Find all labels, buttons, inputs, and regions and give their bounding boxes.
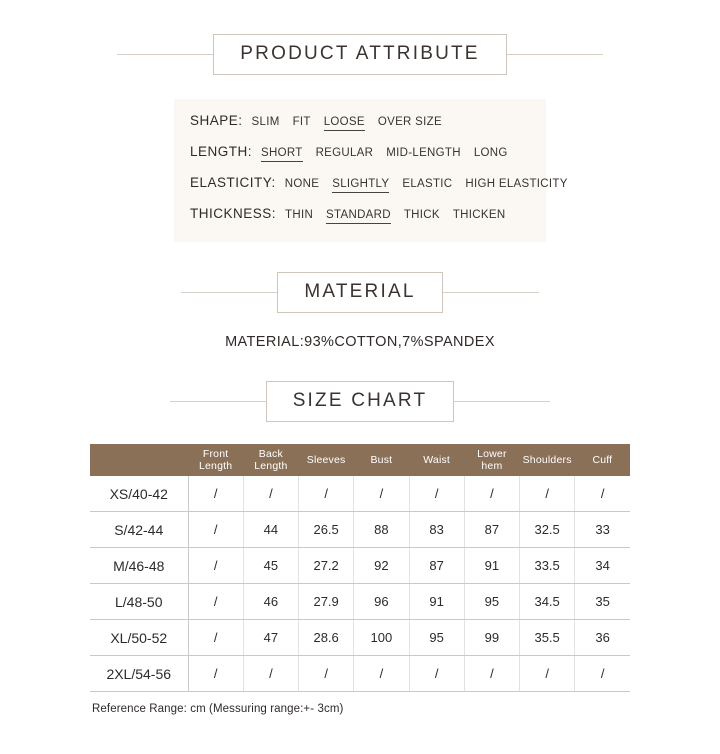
cell-shoulders: 32.5 <box>520 512 575 548</box>
size-label: 2XL/54-56 <box>90 656 188 692</box>
column-header-cuff: Cuff <box>575 444 630 476</box>
cell-front-length: / <box>188 656 243 692</box>
cell-bust: / <box>354 476 409 512</box>
attribute-row-shape <box>190 113 530 131</box>
cell-bust: 100 <box>354 620 409 656</box>
attribute-option-mid-length[interactable]: MID-LENGTH <box>386 147 461 159</box>
attribute-row-elasticity <box>190 175 568 193</box>
material-section-header <box>0 272 720 313</box>
column-header-size <box>90 444 188 476</box>
product-attribute-title-box <box>213 34 506 75</box>
attribute-option-none[interactable]: NONE <box>284 178 320 190</box>
attribute-option-fit[interactable]: FIT <box>292 116 311 128</box>
cell-shoulders: / <box>520 476 575 512</box>
cell-front-length: / <box>188 548 243 584</box>
size-label: M/46-48 <box>90 548 188 584</box>
attribute-option-standard[interactable]: STANDARD <box>326 209 391 224</box>
cell-sleeves: 27.2 <box>299 548 354 584</box>
attribute-option-slightly[interactable]: SLIGHTLY <box>332 178 389 193</box>
attribute-option-long[interactable]: LONG <box>473 147 508 159</box>
table-row <box>90 548 630 584</box>
size-chart-head-row <box>90 444 630 476</box>
size-label: XS/40-42 <box>90 476 188 512</box>
column-header-bust: Bust <box>354 444 409 476</box>
cell-cuff: / <box>575 656 630 692</box>
cell-bust: 96 <box>354 584 409 620</box>
attribute-row-thickness <box>190 206 530 224</box>
column-header-back-length: Back Length <box>243 444 298 476</box>
product-attribute-section-header <box>0 34 720 75</box>
header-rule-left <box>170 401 270 402</box>
cell-sleeves: / <box>299 656 354 692</box>
cell-sleeves: 28.6 <box>299 620 354 656</box>
header-rule-right <box>439 292 539 293</box>
cell-back-length: 47 <box>243 620 298 656</box>
column-header-waist: Waist <box>409 444 464 476</box>
cell-waist: 83 <box>409 512 464 548</box>
table-row <box>90 512 630 548</box>
header-rule-right <box>503 54 603 55</box>
cell-sleeves: 27.9 <box>299 584 354 620</box>
size-chart-section-header <box>0 381 720 422</box>
attribute-option-thick[interactable]: THICK <box>403 209 440 221</box>
attribute-panel <box>174 99 568 242</box>
reference-range-note: Reference Range: cm (Messuring range:+- 3cm) <box>92 703 344 715</box>
header-rule-left <box>117 54 217 55</box>
size-chart-title-box <box>266 381 455 422</box>
cell-cuff: 34 <box>575 548 630 584</box>
cell-bust: 88 <box>354 512 409 548</box>
table-row <box>90 584 630 620</box>
cell-waist: / <box>409 476 464 512</box>
cell-lower-hem: 99 <box>464 620 519 656</box>
column-header-front-length: Front Length <box>188 444 243 476</box>
cell-waist: / <box>409 656 464 692</box>
cell-lower-hem: 91 <box>464 548 519 584</box>
cell-cuff: / <box>575 476 630 512</box>
cell-waist: 87 <box>409 548 464 584</box>
size-label: S/42-44 <box>90 512 188 548</box>
cell-front-length: / <box>188 620 243 656</box>
cell-cuff: 36 <box>575 620 630 656</box>
cell-sleeves: / <box>299 476 354 512</box>
cell-back-length: 45 <box>243 548 298 584</box>
cell-front-length: / <box>188 584 243 620</box>
cell-cuff: 33 <box>575 512 630 548</box>
page-title-product-attribute: PRODUCT ATTRIBUTE <box>240 43 480 64</box>
column-header-shoulders: Shoulders <box>520 444 575 476</box>
table-row <box>90 656 630 692</box>
attribute-option-short[interactable]: SHORT <box>261 147 303 162</box>
material-title-box <box>277 272 442 313</box>
cell-back-length: 46 <box>243 584 298 620</box>
size-label: L/48-50 <box>90 584 188 620</box>
attribute-option-over-size[interactable]: OVER SIZE <box>377 116 442 128</box>
cell-lower-hem: 87 <box>464 512 519 548</box>
size-chart-table <box>90 444 630 692</box>
table-row <box>90 620 630 656</box>
cell-bust: / <box>354 656 409 692</box>
cell-shoulders: 34.5 <box>520 584 575 620</box>
attribute-label-shape: SHAPE: <box>190 113 243 128</box>
attribute-option-thin[interactable]: THIN <box>285 209 314 221</box>
cell-lower-hem: / <box>464 476 519 512</box>
cell-shoulders: / <box>520 656 575 692</box>
attribute-label-elasticity: ELASTICITY: <box>190 175 276 190</box>
material-composition-text: MATERIAL:93%COTTON,7%SPANDEX <box>225 334 495 350</box>
cell-waist: 91 <box>409 584 464 620</box>
page-title-material: MATERIAL <box>304 281 416 302</box>
cell-waist: 95 <box>409 620 464 656</box>
attribute-option-loose[interactable]: LOOSE <box>324 116 365 131</box>
attribute-option-elastic[interactable]: ELASTIC <box>402 178 453 190</box>
attribute-option-slim[interactable]: SLIM <box>251 116 280 128</box>
size-chart-table-wrapper <box>90 444 630 692</box>
attribute-option-regular[interactable]: REGULAR <box>315 147 374 159</box>
cell-back-length: / <box>243 476 298 512</box>
header-rule-right <box>450 401 550 402</box>
cell-back-length: 44 <box>243 512 298 548</box>
page-title-size-chart: SIZE CHART <box>292 390 428 411</box>
cell-cuff: 35 <box>575 584 630 620</box>
attribute-label-length: LENGTH: <box>190 144 253 159</box>
cell-bust: 92 <box>354 548 409 584</box>
cell-back-length: / <box>243 656 298 692</box>
cell-lower-hem: 95 <box>464 584 519 620</box>
cell-sleeves: 26.5 <box>299 512 354 548</box>
column-header-lower-hem: Lower hem <box>464 444 519 476</box>
cell-lower-hem: / <box>464 656 519 692</box>
cell-front-length: / <box>188 476 243 512</box>
product-detail-page <box>0 34 720 754</box>
attribute-row-length <box>190 144 530 162</box>
cell-shoulders: 35.5 <box>520 620 575 656</box>
header-rule-left <box>181 292 281 293</box>
cell-front-length: / <box>188 512 243 548</box>
cell-shoulders: 33.5 <box>520 548 575 584</box>
attribute-option-high-elasticity[interactable]: HIGH ELASTICITY <box>465 178 568 190</box>
column-header-sleeves: Sleeves <box>299 444 354 476</box>
attribute-option-thicken[interactable]: THICKEN <box>452 209 506 221</box>
size-label: XL/50-52 <box>90 620 188 656</box>
attribute-label-thickness: THICKNESS: <box>190 206 277 221</box>
table-row <box>90 476 630 512</box>
